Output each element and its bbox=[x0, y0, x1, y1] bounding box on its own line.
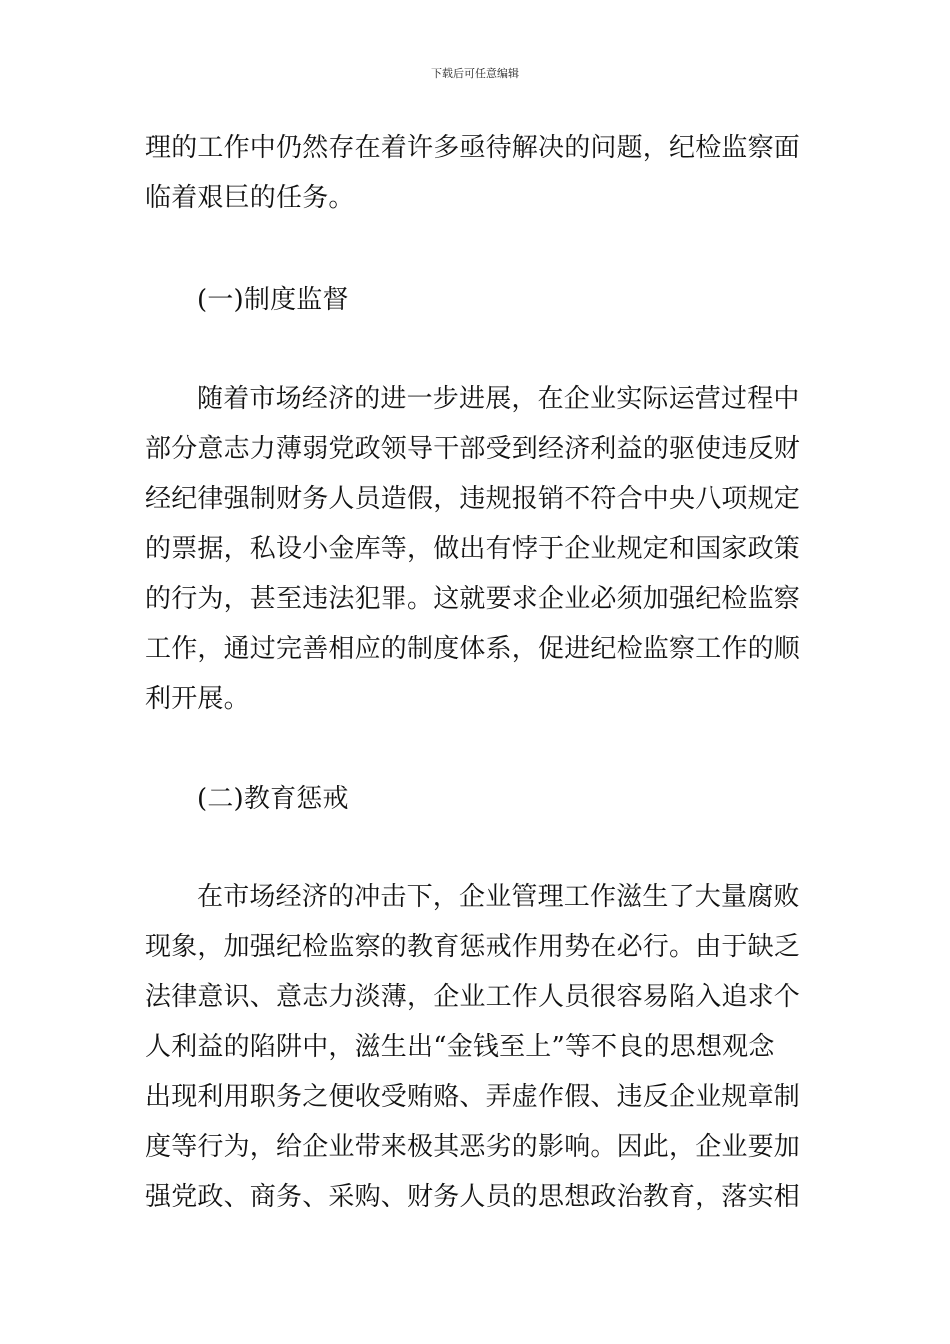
paragraph-line: 理的工作中仍然存在着许多亟待解决的问题，纪检监察面 bbox=[145, 133, 801, 163]
paragraph-line: 人利益的陷阱中，滋生出“金钱至上”等不良的思想观念 bbox=[145, 1032, 775, 1062]
paragraph-line: 现象，加强纪检监察的教育惩戒作用势在必行。由于缺乏 bbox=[145, 932, 801, 962]
paragraph-line: 出现利用职务之便收受贿赂、弄虚作假、违反企业规章制 bbox=[145, 1082, 801, 1112]
paragraph-line: 在市场经济的冲击下，企业管理工作滋生了大量腐败 bbox=[197, 882, 800, 912]
paragraph-line: 的行为，甚至违法犯罪。这就要求企业必须加强纪检监察 bbox=[145, 584, 801, 614]
section-heading: (一)制度监督 bbox=[197, 285, 349, 315]
paragraph-line: 度等行为，给企业带来极其恶劣的影响。因此，企业要加 bbox=[145, 1132, 801, 1162]
paragraph-line: 的票据，私设小金库等，做出有悖于企业规定和国家政策 bbox=[145, 534, 801, 564]
paragraph-line: 临着艰巨的任务。 bbox=[145, 183, 355, 213]
paragraph-line: 工作，通过完善相应的制度体系，促进纪检监察工作的顺 bbox=[145, 634, 801, 664]
page-header: 下载后可任意编辑 bbox=[431, 67, 519, 80]
section-heading: (二)教育惩戒 bbox=[197, 784, 349, 814]
paragraph-line: 随着市场经济的进一步进展，在企业实际运营过程中 bbox=[197, 384, 800, 414]
paragraph-line: 利开展。 bbox=[145, 684, 250, 714]
paragraph-line: 部分意志力薄弱党政领导干部受到经济利益的驱使违反财 bbox=[145, 434, 801, 464]
paragraph-line: 法律意识、意志力淡薄，企业工作人员很容易陷入追求个 bbox=[145, 982, 801, 1012]
paragraph-line: 经纪律强制财务人员造假，违规报销不符合中央八项规定 bbox=[145, 484, 801, 514]
paragraph-line: 强党政、商务、采购、财务人员的思想政治教育，落实相 bbox=[145, 1182, 801, 1212]
